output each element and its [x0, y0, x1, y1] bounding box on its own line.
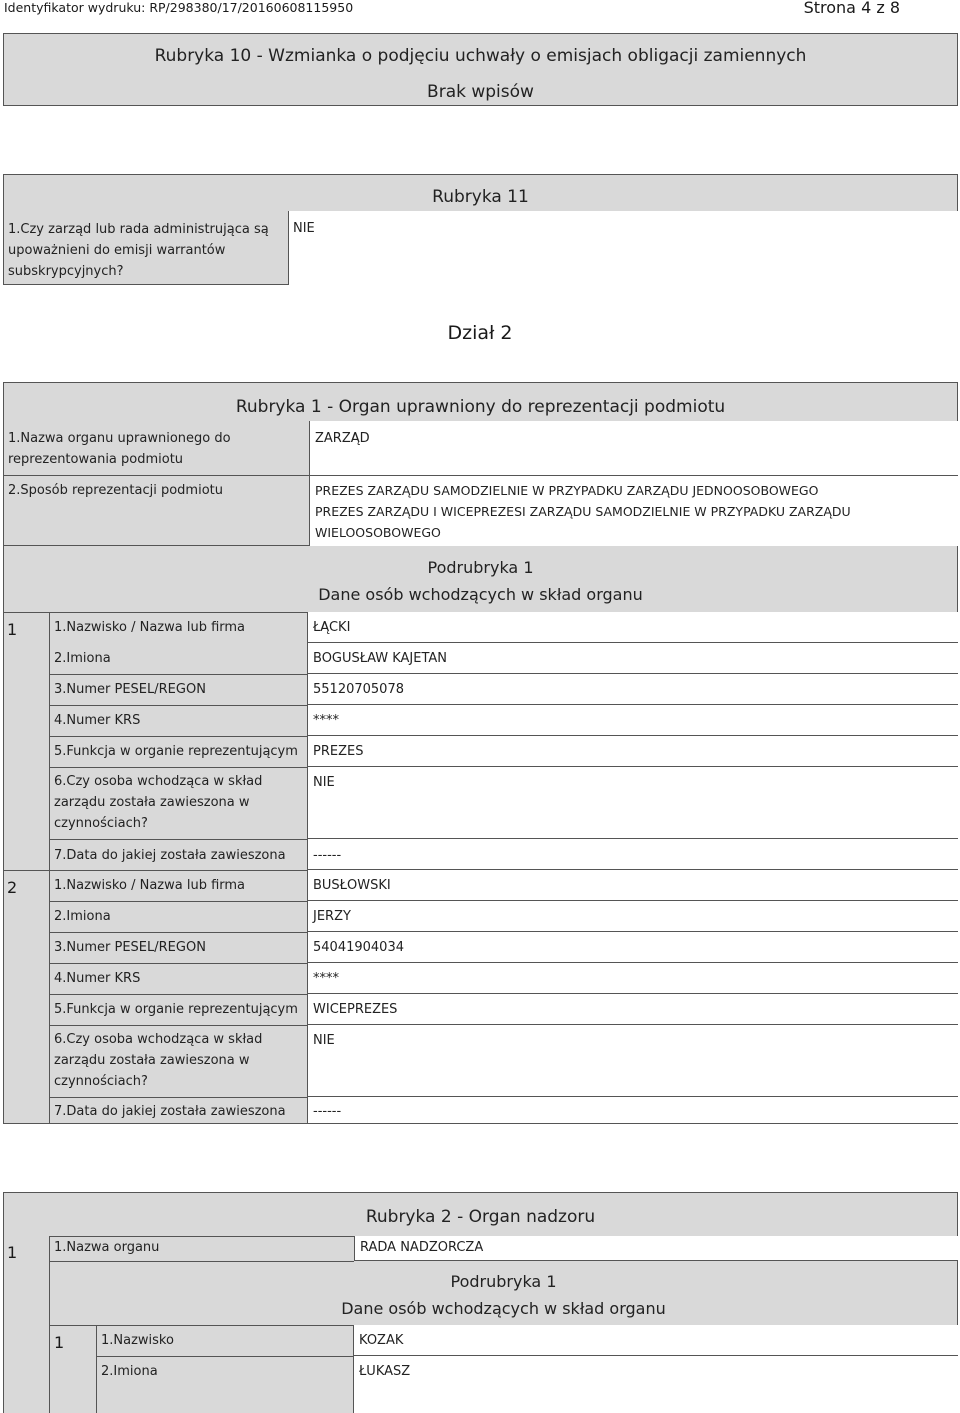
rubryka-10-section	[3, 33, 958, 106]
person-2-pesel: 54041904034	[313, 940, 404, 955]
first-names-label: 2.Imiona	[54, 909, 111, 924]
supervisory-surname: KOZAK	[359, 1333, 404, 1348]
person-2-suspended-cell	[307, 1025, 958, 1097]
person-1-number: 1	[7, 620, 18, 639]
person-2-suspended: NIE	[313, 1033, 335, 1048]
rubryka-11-value-cell	[288, 211, 958, 285]
pesel-label: 3.Numer PESEL/REGON	[54, 940, 206, 955]
krs-label: 4.Numer KRS	[54, 971, 141, 986]
person-1-pesel-cell	[307, 674, 958, 705]
person-2-first-names: JERZY	[313, 909, 351, 924]
person-1-function-cell	[307, 736, 958, 767]
rubryka-1-title: Rubryka 1 - Organ uprawniony do reprezentacji podmiotu	[235, 397, 726, 417]
person-2-number: 2	[7, 878, 18, 897]
rubryka-2-title: Rubryka 2 - Organ nadzoru	[365, 1207, 596, 1227]
rubryka-1-section	[3, 382, 958, 546]
person-1-function: PREZES	[313, 744, 364, 759]
supervisory-person-1-number: 1	[54, 1333, 65, 1352]
representation-method-line-3: WIELOOSOBOWEGO	[315, 525, 441, 540]
person-1-krs: ****	[313, 713, 339, 728]
function-label: 5.Funkcja w organie reprezentującym	[54, 1002, 298, 1017]
organ-name-label-line-2: reprezentowania podmiotu	[8, 452, 184, 467]
person-1-suspended: NIE	[313, 775, 335, 790]
representation-method-line-2: PREZES ZARZĄDU I WICEPREZESI ZARZĄDU SAMODZIELNIE W PRZYPADKU ZARZĄDU	[315, 504, 851, 519]
suspension-date-label: 7.Data do jakiej została zawieszona	[54, 1104, 286, 1119]
representation-method-label: 2.Sposób reprezentacji podmiotu	[8, 483, 223, 498]
person-2-surname-cell	[307, 870, 958, 901]
surname-label: 1.Nazwisko / Nazwa lub firma	[54, 878, 246, 893]
warrants-question-line-1: 1.Czy zarząd lub rada administrująca są	[8, 222, 269, 237]
warrants-question-line-2: upoważnieni do emisji warrantów	[8, 243, 226, 258]
section-title: Dział 2	[447, 322, 513, 344]
suspended-label-line-3: czynnościach?	[54, 1074, 148, 1089]
suspended-label-line-2: zarządu została zawieszona w	[54, 795, 250, 810]
person-1-krs-cell	[307, 705, 958, 736]
person-1-surname: ŁĄCKI	[313, 620, 351, 635]
representation-method-line-1: PREZES ZARZĄDU SAMODZIELNIE W PRZYPADKU ZARZĄDU JEDNOOSOBOWEGO	[315, 483, 819, 498]
pesel-label: 3.Numer PESEL/REGON	[54, 682, 206, 697]
supervisory-first-names: ŁUKASZ	[359, 1364, 411, 1379]
person-2-pesel-cell	[307, 932, 958, 963]
supervisory-names-cell	[353, 1356, 958, 1413]
rubryka-2-podrubryka-description: Dane osób wchodzących w skład organu	[341, 1299, 666, 1318]
page-number: Strona 4 z 8	[803, 0, 900, 17]
person-2-surname: BUSŁOWSKI	[313, 878, 391, 893]
person-1-first-names: BOGUSŁAW KAJETAN	[313, 651, 448, 666]
organ-2-number: 1	[7, 1243, 18, 1262]
rubryka-10-title: Rubryka 10 - Wzmianka o podjęciu uchwały o emisjach obligacji zamiennych	[154, 46, 807, 66]
person-1-pesel: 55120705078	[313, 682, 404, 697]
organ-name-label-line-1: 1.Nazwa organu uprawnionego do	[8, 431, 231, 446]
supervisory-organ-label: 1.Nazwa organu	[54, 1240, 160, 1255]
person-2-names-cell	[307, 901, 958, 932]
person-2-date-cell	[307, 1097, 958, 1124]
person-2-suspension-date: ------	[313, 1104, 342, 1119]
krs-label: 4.Numer KRS	[54, 713, 141, 728]
podrubryka-1-description: Dane osób wchodzących w skład organu	[318, 585, 643, 604]
surname-label: 1.Nazwisko / Nazwa lub firma	[54, 620, 246, 635]
suspended-label-line-3: czynnościach?	[54, 816, 148, 831]
rubryka-11-section	[3, 174, 958, 285]
supervisory-surname-label: 1.Nazwisko	[101, 1333, 174, 1348]
rubryka-11-title: Rubryka 11	[432, 187, 529, 207]
rubryka-10-empty-note: Brak wpisów	[427, 82, 534, 102]
print-identifier: Identyfikator wydruku: RP/298380/17/20160608115950	[4, 0, 354, 15]
organ-name-value: ZARZĄD	[315, 431, 370, 446]
person-1-surname-cell	[307, 612, 958, 643]
rubryka-2-podrubryka-title: Podrubryka 1	[450, 1272, 557, 1291]
person-2-krs: ****	[313, 971, 339, 986]
suspension-date-label: 7.Data do jakiej została zawieszona	[54, 848, 286, 863]
supervisory-names-label: 2.Imiona	[101, 1364, 158, 1379]
person-2-function-cell	[307, 994, 958, 1025]
warrants-answer: NIE	[293, 221, 315, 236]
suspended-label-line-1: 6.Czy osoba wchodząca w skład	[54, 1032, 263, 1047]
podrubryka-1-title: Podrubryka 1	[427, 558, 534, 577]
supervisory-organ-value: RADA NADZORCZA	[360, 1240, 484, 1255]
person-1-date-cell	[307, 839, 958, 870]
first-names-label: 2.Imiona	[54, 651, 111, 666]
person-1-suspended-cell	[307, 767, 958, 839]
person-1-suspension-date: ------	[313, 848, 342, 863]
function-label: 5.Funkcja w organie reprezentującym	[54, 744, 298, 759]
warrants-question-line-3: subskrypcyjnych?	[8, 264, 124, 279]
suspended-label-line-1: 6.Czy osoba wchodząca w skład	[54, 774, 263, 789]
supervisory-surname-cell	[353, 1325, 958, 1356]
person-2-krs-cell	[307, 963, 958, 994]
person-2-function: WICEPREZES	[313, 1002, 398, 1017]
suspended-label-line-2: zarządu została zawieszona w	[54, 1053, 250, 1068]
